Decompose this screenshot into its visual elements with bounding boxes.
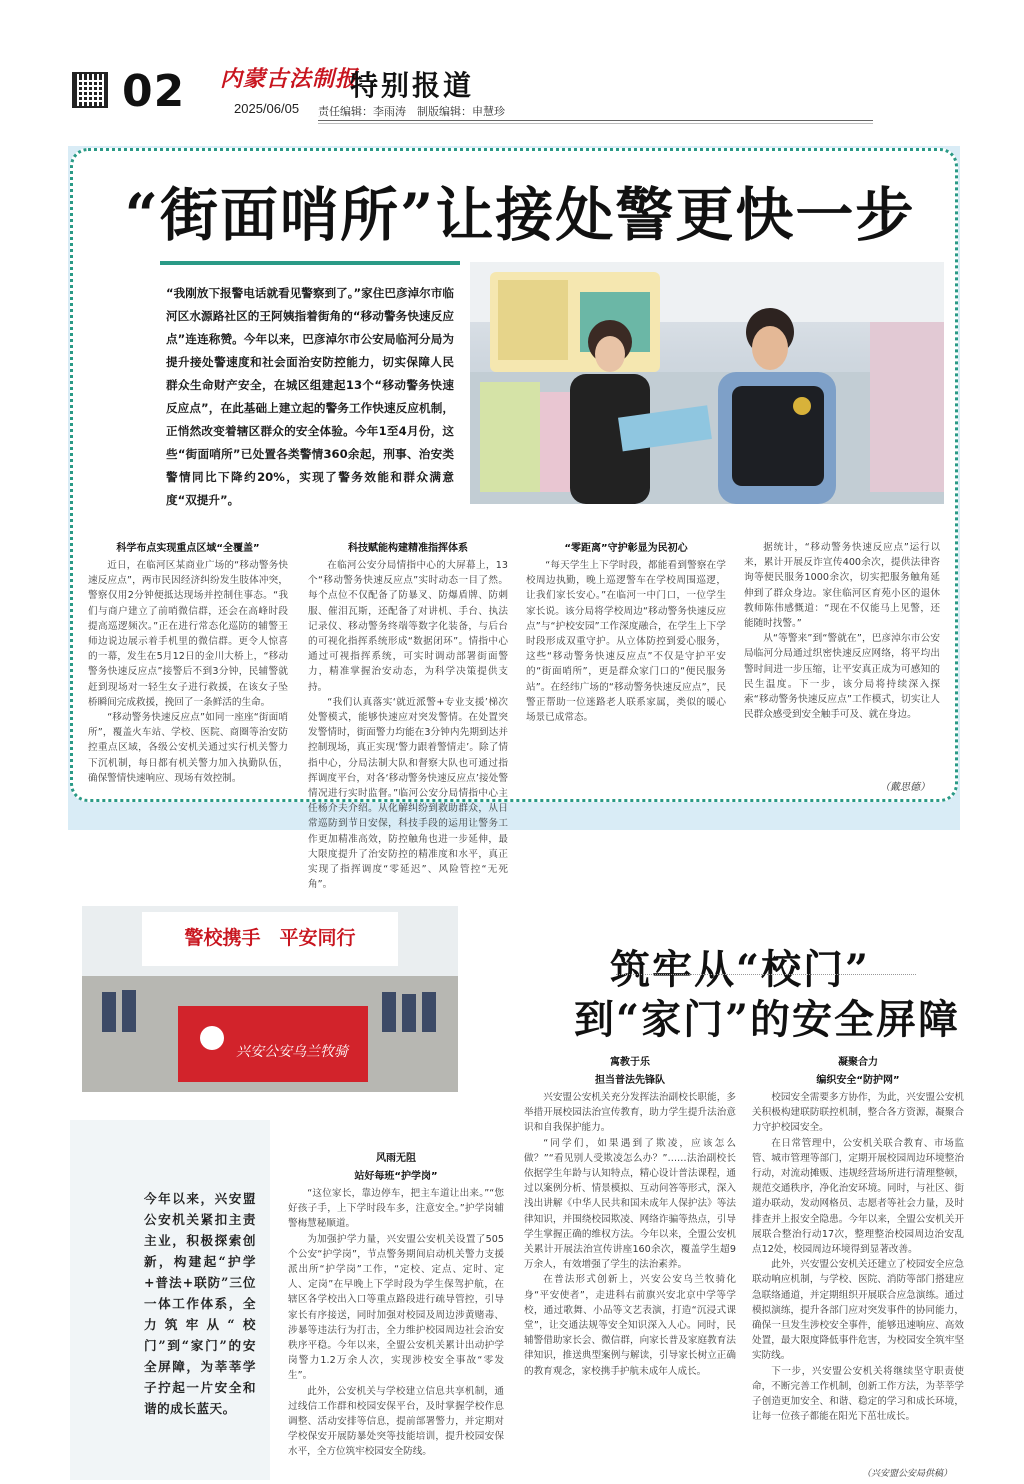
- article2-paragraph: 兴安盟公安机关充分发挥法治副校长职能，多举措开展校园法治宣传教育，助力学生提升法治意识和自我保护能力。: [524, 1092, 736, 1134]
- article1-subhead-3: “零距离”守护彰显为民初心: [564, 543, 688, 554]
- article2-photo: [82, 906, 458, 1092]
- article2-headline-line1: 筑牢从“校门”: [610, 946, 871, 993]
- banner-text: 警校携手 平安同行: [184, 927, 356, 949]
- article2-subhead-1b: 站好每班“护学岗”: [354, 1171, 438, 1182]
- article1-headline: “街面哨所”让接处警更快一步: [124, 181, 916, 249]
- article2-subhead-3a: 凝聚合力: [838, 1057, 878, 1068]
- article2-headline-line2: 到“家门”的安全屏障: [574, 996, 961, 1043]
- article1-paragraph: “我们认真落实‘就近派警+专业支援’梯次处警模式，能够快速应对突发警情。在处置突发警情时，街面警力均能在3分钟内先期到达并控制现场，真正实现‘警力跟着警情走’。除了情指中心，分局法制大队和督察大队也可通过指挥调度平台，对各‘移动警务快速反应点’接处警情况进行实时监督。”临河公安分局情指中心主任杨介夫介绍。从化解纠纷到救助群众，从日常巡防到节日安保，科技手段的运用让警务工作更加精准高效，防控触角也进一步延伸，最大限度提升了治安防控的精准度和水平，真正实现了指挥调度“零延迟”、风险管控“无死角”。: [308, 696, 508, 891]
- page-number: 02: [122, 66, 186, 117]
- article1-byline: （戴思德）: [880, 782, 930, 793]
- article2-paragraph: 在普法形式创新上，兴安公安乌兰牧骑化身“平安使者”，走进科右前旗兴安北京中学等学校，通过歌舞、小品等文艺表演，打造“沉浸式课堂”，让交通法规等安全知识深入人心。同时，民辅警借助家长会、微信群，向家长普及家庭教育法律知识，推送典型案例与解读，引导家长树立正确的教育观念，家校携手护航未成年人成长。: [524, 1274, 736, 1377]
- article1-paragraph: 据统计，“移动警务快速反应点”运行以来，累计开展反诈宣传400余次，提供法律咨询等便民服务1000余次，切实把服务触角延伸到了群众身边。家住临河区育苑小区的退休教师陈伟感慨道：“现在不仅能马上见警，还能随时找警。”: [744, 542, 940, 630]
- flag-text: 兴安公安乌兰牧骑: [236, 1044, 348, 1060]
- article2-subhead-3b: 编织安全“防护网”: [816, 1075, 900, 1086]
- police-officer-with-shop-assistant-illustration: [470, 262, 944, 504]
- article1-paragraph: “移动警务快速反应点”如同一座座“街面哨所”，覆盖火车站、学校、医院、商圈等治安防控重点区域，各级公安机关通过实行机关警力下沉机制，每日都有机关警力加入执勤队伍，确保警情快速响应、现场有效控制。: [88, 712, 288, 784]
- article2-paragraph: 为加强护学力量，兴安盟公安机关设置了505个公安“护学岗”，节点警务期间启动机关警力支援派出所“护学岗”工作，“定校、定点、定时、定人、定岗”在早晚上下学时段为学生保驾护航，在辖区各学校出入口等重点路段进行疏导管控，引导家长有序接送，同时加强对校园及周边涉黄赌毒、涉暴等违法行为打击，全力维护校园周边社会治安秩序平稳。今年以来，全盟公安机关累计出动护学岗警力1.2万余人次，实现涉校安全事故“零发生”。: [288, 1233, 504, 1382]
- article2-subhead-2a: 寓教于乐: [610, 1057, 650, 1068]
- article1-column-2: [308, 540, 508, 891]
- article1-lead: “我刚放下报警电话就看见警察到了。”家住巴彦淖尔市临河区水源路社区的王阿姨指着街角的“移动警务快速反应点”连连称赞。今年以来，巴彦淖尔市公安局临河分局为提升接处警速度和社会面治安防控能力，切实保障人民群众生命财产安全，在城区组建起13个“移动警务快速反应点”，在此基础上建立起的警务工作快速反应机制，正悄然改变着辖区群众的安全体验。今年1至4月份，这些“街面哨所”已处置各类警情360余起，刑事、治安类警情同比下降约20%，实现了警务效能和群众满意度“双提升”。: [166, 286, 454, 507]
- header-rule-thin: [318, 123, 873, 124]
- article2-paragraph: 下一步，兴安盟公安机关将继续坚守职责使命，不断完善工作机制，创新工作方法，为莘莘学子创造更加安全、和谐、稳定的学习和成长环境，让每一位孩子都能在阳光下茁壮成长。: [752, 1365, 964, 1423]
- editors-line: 责任编辑：李雨涛 制版编辑：申慧珍: [318, 105, 505, 118]
- article2-subhead-1a: 风雨无阻: [376, 1153, 416, 1164]
- article1-column-1: [88, 540, 288, 786]
- article2-paragraph: 校园安全需要多方协作，为此，兴安盟公安机关积极构建联防联控机制，整合各方资源，凝聚合力守护校园安全。: [752, 1092, 964, 1134]
- article1-subhead-2: 科技赋能构建精准指挥体系: [348, 543, 468, 554]
- headline-divider: [616, 974, 916, 975]
- article2-paragraph: 此外，公安机关与学校建立信息共享机制，通过线信工作群和校园安保平台，及时掌握学校作息调整、活动安排等信息，提前部署警力，并定期对学校保安开展防暴处突等技能培训，提升校园安保水平，全方位筑牢校园安全防线。: [288, 1385, 504, 1458]
- article1-photo: [470, 262, 944, 504]
- header-rule: [318, 120, 873, 121]
- article2-column-2: [524, 1054, 736, 1480]
- article2-paragraph: “这位家长，靠边停车，把主车道让出来。”“您好孩子手，上下学时段车多，注意安全。”护学岗辅警梅慧秘顺道。: [288, 1188, 504, 1230]
- article2-column-1: [288, 1150, 504, 1480]
- qr-code-icon: [72, 72, 108, 108]
- article1-paragraph: 从“等警来”到“警就在”，巴彦淖尔市公安局临河分局通过织密快速反应网络，将平均出警时间进一步压缩，让平安真正成为可感知的民生温度。下一步，该分局将持续深入探索“移动警务快速反应点”工作模式，切实让人民群众感受到安全触手可及、就在身边。: [744, 633, 940, 721]
- article1-column-4: [744, 540, 940, 774]
- article1-paragraph: 近日，在临河区某商业广场的“移动警务快速反应点”，两市民因经济纠纷发生肢体冲突，警察仅用2分钟便抵达现场并控制住事态。“我们与商户建立了前哨微信群，还会在高峰时段提高巡逻频次。”正在进行常态化巡防的辅警王师边说边展示着手机里的微信群。更令人惊喜的一幕，发生在5月12日的金川大桥上，“移动警务快速反应点”接警后不到3分钟，民辅警就赶到现场对一轻生女子进行救援，在该女子坠桥瞬间完成救援，挽回了一条鲜活的生命。: [88, 560, 288, 708]
- article2-paragraph: “同学们，如果遇到了欺凌，应该怎么做？”“看见别人受欺凌怎么办？”……法治副校长依据学生年龄与认知特点，精心设计普法课程，通过以案例分析、情景模拟、互动问答等形式，深入浅出讲解《中华人民共和国未成年人保护法》等法律知识，并围绕校园欺凌、网络诈骗等热点，引导学生掌握正确的维权方法。今年以来，全盟公安机关累计开展法治宣传讲座160余次，覆盖学生超9万余人，有效增强了学生的法治素养。: [524, 1137, 736, 1271]
- article2-column-3: [752, 1054, 964, 1470]
- issue-date: 2025/06/05: [234, 101, 300, 116]
- paper-logo: 内蒙古法制报: [220, 66, 359, 92]
- article2-paragraph: 此外，兴安盟公安机关还建立了校园安全应急联动响应机制，与学校、医院、消防等部门搭建应急联络通道，并定期组织开展联合应急演练。通过模拟演练，提升各部门应对突发事件的协同能力，确保一旦发生涉校安全事件，能够迅速响应、高效处置，最大限度降低事件危害，为校园安全筑牢坚实防线。: [752, 1259, 964, 1362]
- article2-subhead-2b: 担当普法先锋队: [595, 1075, 665, 1086]
- article2-byline: （兴安盟公安局供稿）: [862, 1469, 953, 1479]
- article1-paragraph: “每天学生上下学时段，都能看到警察在学校周边执勤，晚上巡逻警车在学校周围巡逻，让我们家长安心。”在临河一中门口，一位学生家长说。该分局将学校周边“移动警务快速反应点”与“护校安园”工作深度融合，在学生上下学时段形成双重守护。从立体防控到爱心服务，这些“移动警务快速反应点”不仅是守护平安的“街面哨所”，更是群众家门口的“便民服务站”。在经纬广场的“移动警务快速反应点”，民警正帮助一位迷路老人联系家属，类似的暖心场景已成常态。: [526, 560, 726, 724]
- article2-paragraph: 在日常管理中，公安机关联合教育、市场监管、城市管理等部门，定期开展校园周边环境整治行动，对流动摊贩、违规经营场所进行清理整顿，规范交通秩序，净化治安环境。同时，与社区、街道办联动，发动网格员、志愿者等社会力量，及时排查并上报安全隐患。今年以来，全盟公安机关开展联合整治行动17次，整理整治校园周边治安乱点12处，校园周边环境得到显著改善。: [752, 1137, 964, 1256]
- article1-column-3: [526, 540, 726, 794]
- article2-intro: 今年以来，兴安盟公安机关紧扣主责主业，积极探索创新，构建起“护学+普法+联防”三位一体工作体系，全力筑牢从“校门”到“家门”的安全屏障，为莘莘学子拧起一片安全和谐的成长蓝天。: [144, 1191, 256, 1416]
- police-school-group-photo-illustration: [82, 906, 458, 1092]
- section-title: 特别报道: [350, 69, 475, 102]
- article1-paragraph: 在临河公安分局情指中心的大屏幕上，13个“移动警务快速反应点”实时动态一目了然。每个点位不仅配备了防暴叉、防爆盾牌、防刺服、催泪瓦斯，还配备了对讲机、手台、执法记录仪、移动警务终端等数字化装备，与后台的可视化指挥系统形成“数据闭环”。情指中心通过可视指挥系统，可实时调动部署街面警力，精准掌握治安动态，为科学决策提供支持。: [308, 560, 508, 693]
- article1-subhead-1: 科学布点实现重点区域“全覆盖”: [116, 543, 260, 554]
- lead-accent-bar: [160, 261, 460, 265]
